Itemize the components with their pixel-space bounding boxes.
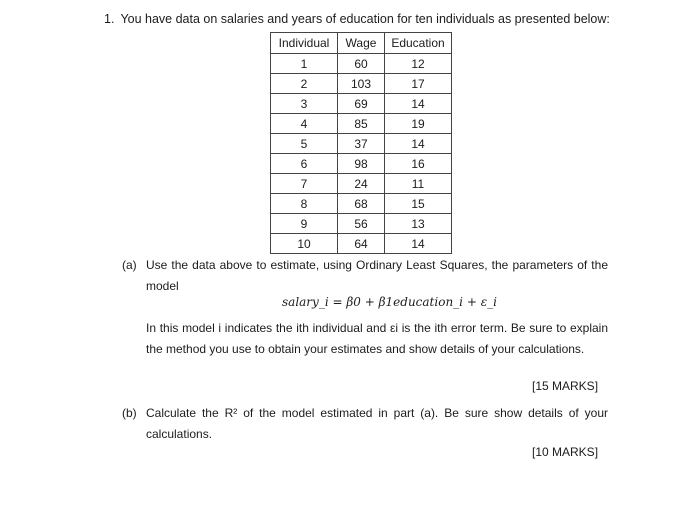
table-row: [271, 74, 452, 94]
cell-individual: 5: [271, 134, 338, 154]
cell-individual: 6: [271, 154, 338, 174]
part-b: [122, 403, 612, 447]
cell-education: 14: [385, 134, 452, 154]
cell-education: 19: [385, 114, 452, 134]
cell-wage: 68: [338, 194, 385, 214]
part-a-text: Use the data above to estimate, using Ordinary Least Squares, the parameters of the model: [146, 258, 608, 293]
part-a-explanation: In this model i indicates the ith individual and εi is the ith error term. Be sure to explain the method you use to obtain your estimates and show details of your calculations.: [146, 321, 608, 356]
table-row: [271, 54, 452, 74]
part-a: [122, 255, 612, 299]
header-education: Education: [385, 33, 452, 54]
cell-wage: 60: [338, 54, 385, 74]
part-b-marks: [10 MARKS]: [532, 445, 599, 459]
cell-individual: 10: [271, 234, 338, 254]
cell-education: 13: [385, 214, 452, 234]
cell-wage: 98: [338, 154, 385, 174]
table-row: [271, 174, 452, 194]
cell-individual: 2: [271, 74, 338, 94]
header-individual: Individual: [271, 33, 338, 54]
cell-education: 12: [385, 54, 452, 74]
cell-education: 14: [385, 94, 452, 114]
cell-individual: 9: [271, 214, 338, 234]
cell-wage: 24: [338, 174, 385, 194]
cell-wage: 85: [338, 114, 385, 134]
question-heading: [104, 11, 610, 27]
part-b-label: (b): [122, 406, 137, 420]
cell-education: 11: [385, 174, 452, 194]
cell-individual: 7: [271, 174, 338, 194]
question-number: 1.: [104, 12, 115, 26]
model-equation: salary_i = β0 + β1education_i + ε_i: [282, 295, 497, 309]
table-row: [271, 194, 452, 214]
cell-wage: 69: [338, 94, 385, 114]
cell-wage: 56: [338, 214, 385, 234]
table-row: [271, 154, 452, 174]
table-header-row: [271, 33, 452, 54]
cell-education: 15: [385, 194, 452, 214]
table-row: [271, 214, 452, 234]
part-a-marks: [15 MARKS]: [532, 379, 599, 393]
cell-individual: 8: [271, 194, 338, 214]
cell-wage: 37: [338, 134, 385, 154]
salary-education-table: [270, 32, 452, 254]
cell-wage: 103: [338, 74, 385, 94]
table-row: [271, 234, 452, 254]
part-b-text: Calculate the R² of the model estimated in part (a). Be sure show details of your calculations.: [146, 406, 608, 441]
question-intro: You have data on salaries and years of education for ten individuals as presented below:: [120, 12, 610, 26]
cell-wage: 64: [338, 234, 385, 254]
cell-education: 16: [385, 154, 452, 174]
cell-individual: 4: [271, 114, 338, 134]
table-row: [271, 114, 452, 134]
table-row: [271, 94, 452, 114]
cell-individual: 3: [271, 94, 338, 114]
header-wage: Wage: [338, 33, 385, 54]
cell-education: 17: [385, 74, 452, 94]
part-a-label: (a): [122, 258, 137, 272]
cell-education: 14: [385, 234, 452, 254]
cell-individual: 1: [271, 54, 338, 74]
table-row: [271, 134, 452, 154]
